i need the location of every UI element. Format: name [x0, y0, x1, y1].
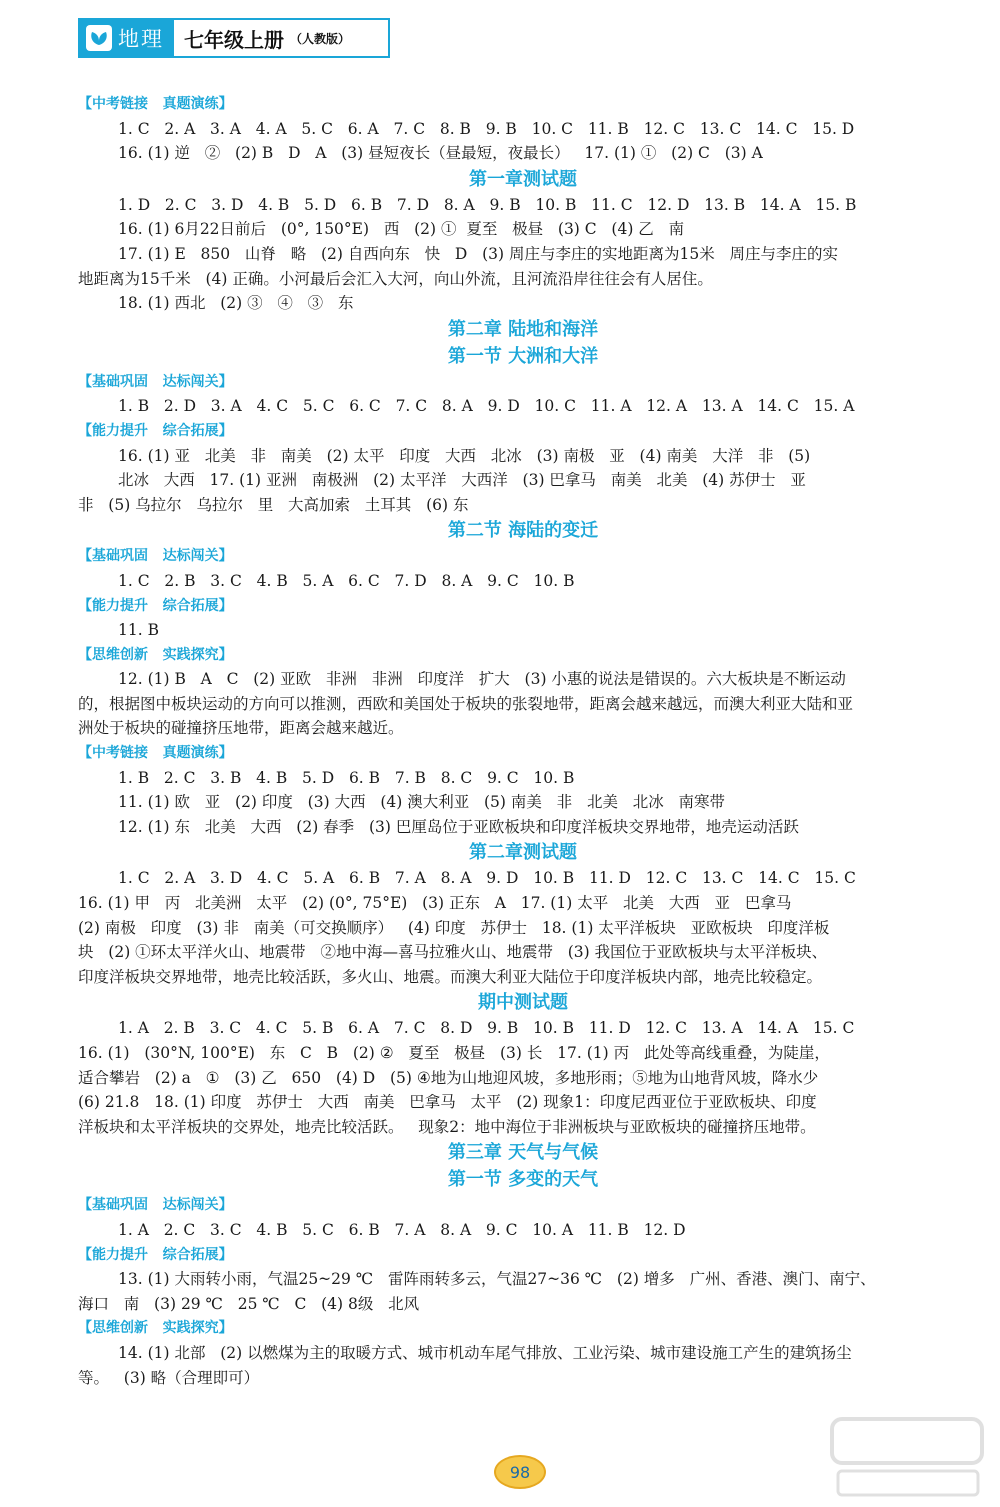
answer-line: 16. (1) 甲 丙 北美洲 太平 (2) (0°, 75°E) (3) 正东 A 17. (1) 太平 北美 大西 亚 巴拿马	[78, 894, 792, 913]
answer-line: 12. (1) 东 北美 大西 (2) 春季 (3) 巴厘岛位于亚欧板块和印度洋板块交界地带，地壳运动活跃	[118, 817, 799, 836]
section-tag: 【能力提升 综合拓展】	[78, 422, 233, 439]
answer-content	[78, 92, 968, 1390]
answer-line: 印度洋板块交界地带，地壳比较活跃，多火山、地震。而澳大利亚大陆位于印度洋板块内部，地壳比较稳定。	[78, 967, 823, 986]
subject-badge	[80, 20, 174, 56]
watermark-logo	[828, 1411, 988, 1501]
section-title: 第三章 天气与气候	[447, 1142, 599, 1164]
page-header	[78, 18, 390, 58]
section-title: 第一节 大洲和大洋	[447, 345, 599, 367]
answer-line: 1. B 2. D 3. A 4. C 5. C 6. C 7. C 8. A 9. D 10. C 11. A 12. A 13. A 14. C 15. A	[118, 397, 855, 416]
section-title: 第一节 多变的天气	[447, 1169, 599, 1191]
answer-line: 1. A 2. C 3. C 4. B 5. C 6. B 7. A 8. A 9. C 10. A 11. B 12. D	[118, 1220, 686, 1239]
answer-line: 洲处于板块的碰撞挤压地带，距离会越来越近。	[78, 719, 404, 738]
section-tag: 【能力提升 综合拓展】	[78, 597, 233, 614]
answer-line: 海口 南 (3) 29 ℃ 25 ℃ C (4) 8级 北风	[78, 1294, 420, 1313]
answer-line: 等。 (3) 略（合理即可）	[78, 1368, 260, 1387]
answer-line: 13. (1) 大雨转小雨，气温25~29 ℃ 雷阵雨转多云，气温27~36 ℃ (2) 增多 广州、香港、澳门、南宁、	[118, 1270, 876, 1289]
section-title: 第二章测试题	[469, 842, 577, 864]
answer-line: 非 (5) 乌拉尔 乌拉尔 里 大高加索 土耳其 (6) 东	[78, 495, 469, 514]
answer-line: 地距离为15千米 (4) 正确。小河最后会汇入大河，向山外流，且河流沿岸往往会有人居住。	[78, 269, 713, 288]
answer-line: 17. (1) E 850 山脊 略 (2) 自西向东 快 D (3) 周庄与李庄的实地距离为15米 周庄与李庄的实	[118, 244, 839, 263]
answer-line: 12. (1) B A C (2) 亚欧 非洲 非洲 印度洋 扩大 (3) 小惠的说法是错误的。六大板块是不断运动	[118, 670, 846, 689]
answer-line: 的，根据图中板块运动的方向可以推测，西欧和美国处于板块的张裂地带，距离会越来越远，而澳大利亚大陆和亚	[78, 694, 854, 713]
answer-line: (6) 21.8 18. (1) 印度 苏伊士 大西 南美 巴拿马 太平 (2) 现象1：印度尼西亚位于亚欧板块、印度	[78, 1093, 817, 1112]
section-tag: 【能力提升 综合拓展】	[78, 1246, 233, 1263]
section-tag: 【基础巩固 达标闯关】	[78, 1197, 233, 1214]
section-tag: 【思维创新 实践探究】	[78, 646, 233, 663]
answer-line: 1. D 2. C 3. D 4. B 5. D 6. B 7. D 8. A 9. B 10. B 11. C 12. D 13. B 14. A 15. B	[118, 195, 857, 214]
answer-line: 16. (1) 逆 ② (2) B D A (3) 昼短夜长（昼最短，夜最长） 17. (1) ① (2) C (3) A	[118, 144, 763, 163]
answer-line: 适合攀岩 (2) a ① (3) 乙 650 (4) D (5) ④地为山地迎风坡，多地形雨；⑤地为山地背风坡，降水少	[78, 1068, 819, 1087]
grade-text: 七年级上册	[184, 27, 284, 52]
answer-line: 16. (1) (30°N, 100°E) 东 C B (2) ② 夏至 极昼 (3) 长 17. (1) 丙 此处等高线重叠，为陡崖，	[78, 1044, 830, 1062]
answer-line: 11. (1) 欧 亚 (2) 印度 (3) 大西 (4) 澳大利亚 (5) 南美 非 北美 北冰 南寒带	[118, 793, 726, 812]
section-title: 第一章测试题	[469, 168, 577, 190]
section-tag: 【思维创新 实践探究】	[78, 1320, 233, 1337]
answer-line: 北冰 大西 17. (1) 亚洲 南极洲 (2) 太平洋 大西洋 (3) 巴拿马 南美 北美 (4) 苏伊士 亚	[118, 471, 806, 490]
page-number: 98	[494, 1455, 546, 1489]
answer-line: 11. B	[118, 621, 159, 640]
answer-line: 1. B 2. C 3. B 4. B 5. D 6. B 7. B 8. C 9. C 10. B	[118, 768, 575, 787]
edition-label: （人教版）	[290, 31, 351, 46]
section-tag: 【基础巩固 达标闯关】	[78, 373, 233, 390]
section-title: 第二章 陆地和海洋	[447, 318, 599, 340]
answer-line: 16. (1) 亚 北美 非 南美 (2) 太平 印度 大西 北冰 (3) 南极 亚 (4) 南美 大洋 非 (5)	[118, 446, 811, 465]
answer-line: 1. A 2. B 3. C 4. C 5. B 6. A 7. C 8. D 9. B 10. B 11. D 12. C 13. A 14. A 15. C	[118, 1019, 855, 1038]
leaf-icon	[86, 25, 112, 51]
answer-line: 14. (1) 北部 (2) 以燃煤为主的取暖方式、城市机动车尾气排放、工业污染、城市建设施工产生的建筑扬尘	[118, 1343, 852, 1362]
answer-line: 16. (1) 6月22日前后 (0°, 150°E) 西 (2) ① 夏至 极昼 (3) C (4) 乙 南	[118, 220, 685, 239]
answer-line: 18. (1) 西北 (2) ③ ④ ③ 东	[118, 294, 354, 313]
section-tag: 【基础巩固 达标闯关】	[78, 548, 233, 565]
grade-label	[174, 20, 350, 56]
subject-label: 地理	[118, 27, 164, 51]
section-title: 期中测试题	[478, 992, 568, 1014]
answer-line: 1. C 2. B 3. C 4. B 5. A 6. C 7. D 8. A 9. C 10. B	[118, 571, 575, 590]
section-title: 第二节 海陆的变迁	[447, 520, 599, 542]
answer-line: 1. C 2. A 3. A 4. A 5. C 6. A 7. C 8. B 9. B 10. C 11. B 12. C 13. C 14. C 15. D	[118, 119, 855, 138]
answer-line: 洋板块和太平洋板块的交界处，地壳比较活跃。 现象2：地中海位于非洲板块与亚欧板块的碰撞挤压地带。	[78, 1117, 816, 1136]
answer-line: (2) 南极 印度 (3) 非 南美（可交换顺序） (4) 印度 苏伊士 18. (1) 太平洋板块 亚欧板块 印度洋板	[78, 918, 830, 937]
answer-line: 1. C 2. A 3. D 4. C 5. A 6. B 7. A 8. A 9. D 10. B 11. D 12. C 13. C 14. C 15. C	[118, 869, 856, 888]
section-tag: 【中考链接 真题演练】	[78, 745, 233, 762]
answer-line: 块 (2) ①环太平洋火山、地震带 ②地中海—喜马拉雅火山、地震带 (3) 我国位于亚欧板块与太平洋板块、	[78, 943, 828, 962]
section-tag: 【中考链接 真题演练】	[78, 96, 233, 112]
